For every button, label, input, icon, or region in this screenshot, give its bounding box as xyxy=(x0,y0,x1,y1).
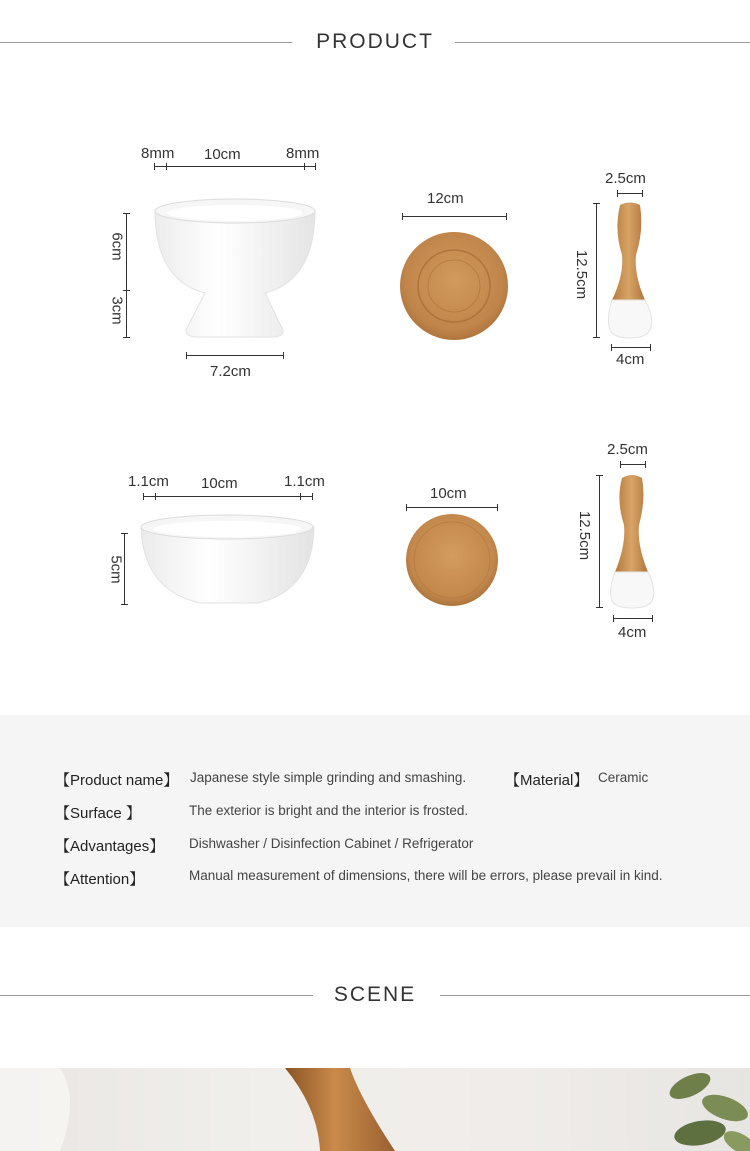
scene-section-title: SCENE xyxy=(333,983,417,1006)
base-height-label: 3cm xyxy=(108,296,126,325)
dim-tick xyxy=(613,615,614,622)
dim-tick xyxy=(617,190,618,197)
surface-value: The exterior is bright and the interior is frosted. xyxy=(189,803,469,818)
dim-tick xyxy=(506,213,507,220)
shallow-height-label: 5cm xyxy=(107,555,125,584)
attention-label: 【Attention】 xyxy=(55,871,145,888)
dim-line-pestle-2-bottom xyxy=(613,618,653,619)
dim-tick xyxy=(155,493,156,500)
pestle-1-top-width-label: 2.5cm xyxy=(605,170,646,187)
dim-tick xyxy=(300,493,301,500)
scene-illustration xyxy=(0,1068,750,1151)
dim-tick xyxy=(611,344,612,351)
pestle-2-top-width-label: 2.5cm xyxy=(607,441,648,458)
lid-small-diameter-label: 10cm xyxy=(430,485,467,502)
dim-line-base-width xyxy=(186,355,284,356)
dim-tick xyxy=(650,344,651,351)
advantages-label: 【Advantages】 xyxy=(55,838,165,855)
dim-tick xyxy=(642,190,643,197)
dim-tick xyxy=(143,493,144,500)
dim-line-bowl-top xyxy=(154,166,316,167)
dim-tick xyxy=(312,493,313,500)
dim-line-pestle-2-top xyxy=(620,464,646,465)
pestle-1 xyxy=(608,203,651,339)
advantages-value: Dishwasher / Disinfection Cabinet / Refrigerator xyxy=(189,836,474,851)
attention-value: Manual measurement of dimensions, there will be errors, please prevail in kind. xyxy=(189,868,663,883)
dim-line-lid-large xyxy=(402,216,507,217)
illustration-row-1 xyxy=(0,0,750,400)
product-name-label: 【Product name】 xyxy=(55,772,179,789)
product-name-value: Japanese style simple grinding and smashing. xyxy=(190,770,467,785)
bowl-height-label: 6cm xyxy=(108,232,126,261)
pestle-2 xyxy=(611,475,654,608)
dim-line-lid-small xyxy=(406,507,498,508)
bowl-inner-width-label: 10cm xyxy=(204,146,241,163)
bowl-left-rim-label: 8mm xyxy=(141,145,175,162)
wooden-lid-small xyxy=(406,514,498,606)
dim-tick xyxy=(166,163,167,170)
dim-tick xyxy=(620,461,621,468)
dim-tick xyxy=(596,607,603,608)
dim-tick xyxy=(315,163,316,170)
dim-tick xyxy=(121,604,128,605)
header-line-right xyxy=(440,995,750,996)
dim-line-pestle-1-bottom xyxy=(611,347,651,348)
dim-tick xyxy=(402,213,403,220)
scene-photo xyxy=(0,1068,750,1151)
specs-panel xyxy=(0,715,750,927)
dim-line-pestle-2-length xyxy=(599,475,600,608)
pestle-2-bottom-width-label: 4cm xyxy=(618,624,647,641)
dim-tick xyxy=(593,337,600,338)
dim-tick xyxy=(154,163,155,170)
dim-tick xyxy=(304,163,305,170)
dim-tick xyxy=(123,213,130,214)
shallow-left-rim-label: 1.1cm xyxy=(128,473,169,490)
scene-section-header xyxy=(0,980,750,1010)
surface-label: 【Surface 】 xyxy=(55,805,141,822)
dim-tick xyxy=(645,461,646,468)
dim-tick xyxy=(186,352,187,359)
pestle-1-bottom-width-label: 4cm xyxy=(616,351,645,368)
dim-tick xyxy=(123,290,130,291)
dim-line-pestle-1-length xyxy=(596,203,597,338)
shallow-inner-width-label: 10cm xyxy=(201,475,238,492)
pestle-1-length-label: 12.5cm xyxy=(573,249,591,300)
plant-leaves xyxy=(666,1068,750,1151)
material-label: 【Material】 xyxy=(505,772,589,789)
material-value: Ceramic xyxy=(598,770,649,785)
dim-tick xyxy=(596,475,603,476)
wooden-lid-large xyxy=(400,232,508,340)
footed-bowl xyxy=(155,199,315,337)
dim-tick xyxy=(652,615,653,622)
lid-large-diameter-label: 12cm xyxy=(427,190,464,207)
base-width-label: 7.2cm xyxy=(210,363,251,380)
bowl-right-rim-label: 8mm xyxy=(286,145,320,162)
shallow-right-rim-label: 1.1cm xyxy=(284,473,325,490)
dim-tick xyxy=(283,352,284,359)
dim-tick xyxy=(593,203,600,204)
dim-line-bowl-height xyxy=(126,213,127,338)
dim-tick xyxy=(497,504,498,511)
dim-tick xyxy=(406,504,407,511)
product-section-title: PRODUCT xyxy=(316,30,434,53)
pestle-2-length-label: 12.5cm xyxy=(576,510,594,561)
dim-line-shallow-top xyxy=(143,496,313,497)
dim-tick xyxy=(123,337,130,338)
shallow-bowl xyxy=(141,515,314,603)
dim-tick xyxy=(121,533,128,534)
dim-line-pestle-1-top xyxy=(617,193,643,194)
